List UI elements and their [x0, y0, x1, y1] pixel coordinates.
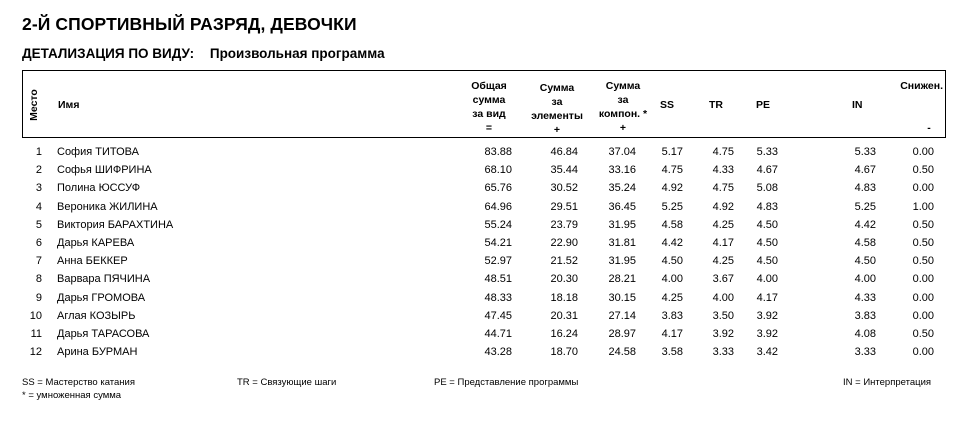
cell-ss: 4.25: [661, 291, 683, 304]
cell-elements: 35.44: [550, 164, 578, 177]
table-row: [22, 161, 946, 179]
cell-total: 83.88: [484, 146, 512, 158]
cell-place: 9: [35, 291, 42, 304]
cell-deductions: 0.50: [912, 237, 934, 249]
cell-place: 8: [35, 273, 42, 286]
header-ss: SS: [660, 99, 675, 111]
cell-pe: 4.83: [756, 200, 778, 213]
table-header: [22, 70, 946, 138]
cell-tr: 4.00: [712, 291, 734, 304]
cell-pe: 4.00: [756, 273, 778, 286]
cell-components: 31.81: [608, 237, 636, 249]
cell-pe: 4.17: [756, 291, 778, 304]
cell-ss: 4.00: [661, 273, 683, 286]
cell-deductions: 0.50: [912, 328, 934, 340]
cell-total: 48.51: [484, 273, 512, 286]
cell-deductions: 0.00: [912, 346, 934, 359]
cell-elements: 20.30: [550, 273, 578, 286]
cell-ss: 3.83: [661, 309, 683, 322]
cell-components: 37.04: [608, 146, 636, 158]
cell-pe: 3.92: [756, 309, 778, 322]
legend-pe: PE = Представление программы: [434, 377, 579, 388]
cell-total: 47.45: [484, 309, 512, 322]
header-deductions: Снижен. -: [900, 80, 943, 134]
table-row: [22, 234, 946, 252]
cell-pe: 4.67: [756, 164, 778, 177]
cell-name: Софья ШИФРИНА: [57, 164, 152, 177]
cell-place: 4: [35, 200, 42, 213]
cell-tr: 3.67: [712, 273, 734, 286]
cell-deductions: 0.00: [912, 273, 934, 286]
cell-pe: 4.50: [756, 218, 778, 231]
cell-name: Вероника ЖИЛИНА: [57, 200, 158, 213]
cell-total: 44.71: [484, 328, 512, 340]
table-row: [22, 143, 946, 161]
cell-ss: 4.92: [661, 182, 683, 195]
legend-ss: SS = Мастерство катания: [22, 377, 135, 388]
cell-components: 35.24: [608, 182, 636, 195]
cell-in: 3.83: [854, 309, 876, 322]
page-title: 2-Й СПОРТИВНЫЙ РАЗРЯД, ДЕВОЧКИ: [22, 14, 357, 34]
table-row: [22, 343, 946, 361]
cell-elements: 29.51: [550, 200, 578, 213]
cell-place: 3: [35, 182, 42, 195]
legend-note: * = умноженная сумма: [22, 390, 122, 401]
cell-ss: 4.50: [661, 255, 683, 268]
cell-pe: 5.08: [756, 182, 778, 195]
cell-deductions: 0.50: [912, 164, 934, 177]
cell-place: 6: [35, 237, 42, 249]
cell-name: Дарья ГРОМОВА: [57, 291, 146, 304]
cell-total: 64.96: [484, 200, 512, 213]
cell-place: 1: [35, 146, 42, 158]
table-row: [22, 252, 946, 270]
cell-in: 4.33: [854, 291, 876, 304]
cell-ss: 3.58: [661, 346, 683, 359]
header-elements: Сумма за элементы +: [531, 82, 583, 136]
header-total: Общая сумма за вид =: [471, 80, 507, 134]
cell-elements: 21.52: [550, 255, 578, 268]
cell-name: София ТИТОВА: [57, 146, 139, 158]
cell-elements: 30.52: [550, 182, 578, 195]
cell-tr: 4.17: [712, 237, 734, 249]
subtitle: [22, 46, 385, 61]
cell-pe: 3.42: [756, 346, 778, 359]
cell-components: 24.58: [608, 346, 636, 359]
cell-name: Дарья ТАРАСОВА: [57, 328, 150, 340]
cell-tr: 4.92: [712, 200, 734, 213]
table-row: [22, 198, 946, 216]
cell-place: 7: [35, 255, 42, 268]
cell-in: 5.33: [854, 146, 876, 158]
cell-deductions: 0.00: [912, 291, 934, 304]
cell-ss: 4.42: [661, 237, 683, 249]
cell-ss: 5.17: [661, 146, 683, 158]
cell-ss: 4.17: [661, 328, 683, 340]
cell-total: 55.24: [484, 218, 512, 231]
cell-name: Варвара ПЯЧИНА: [57, 273, 151, 286]
cell-tr: 4.75: [712, 182, 734, 195]
cell-place: 10: [29, 309, 42, 322]
cell-elements: 23.79: [550, 218, 578, 231]
cell-pe: 4.50: [756, 237, 778, 249]
cell-tr: 3.92: [712, 328, 734, 340]
cell-in: 4.83: [854, 182, 876, 195]
cell-tr: 4.25: [712, 255, 734, 268]
subtitle-label: ДЕТАЛИЗАЦИЯ ПО ВИДУ:: [22, 46, 195, 61]
table-row: [22, 270, 946, 288]
table-row: [22, 216, 946, 234]
cell-in: 4.42: [854, 218, 876, 231]
table-row: [22, 289, 946, 307]
cell-deductions: 0.00: [912, 146, 934, 158]
cell-total: 65.76: [484, 182, 512, 195]
cell-deductions: 0.50: [912, 218, 934, 231]
cell-deductions: 1.00: [912, 200, 934, 213]
cell-place: 2: [35, 164, 42, 177]
cell-name: Дарья КАРЕВА: [57, 237, 135, 249]
cell-tr: 4.75: [712, 146, 734, 158]
cell-components: 28.21: [608, 273, 636, 286]
cell-place: 11: [30, 328, 42, 340]
cell-in: 4.67: [854, 164, 876, 177]
cell-in: 4.08: [854, 328, 876, 340]
subtitle-value: Произвольная программа: [209, 46, 385, 61]
cell-ss: 4.75: [661, 164, 683, 177]
cell-in: 4.58: [854, 237, 876, 249]
cell-in: 5.25: [854, 200, 876, 213]
cell-components: 33.16: [608, 164, 636, 177]
cell-name: Анна БЕККЕР: [57, 255, 128, 268]
cell-tr: 4.25: [712, 218, 734, 231]
cell-elements: 18.18: [550, 291, 578, 304]
table-row: [22, 179, 946, 197]
cell-deductions: 0.50: [912, 255, 934, 268]
cell-components: 31.95: [608, 218, 636, 231]
cell-tr: 4.33: [712, 164, 734, 177]
header-place: Место: [28, 89, 40, 121]
cell-total: 52.97: [484, 255, 512, 268]
header-pe: PE: [756, 99, 771, 111]
cell-total: 68.10: [484, 164, 512, 177]
cell-components: 36.45: [608, 200, 636, 213]
cell-pe: 4.50: [756, 255, 778, 268]
cell-elements: 22.90: [550, 237, 578, 249]
cell-in: 4.50: [854, 255, 876, 268]
header-tr: TR: [709, 99, 723, 111]
cell-components: 31.95: [608, 255, 636, 268]
header-name: Имя: [58, 99, 80, 111]
cell-in: 3.33: [854, 346, 876, 359]
cell-elements: 46.84: [550, 146, 578, 158]
cell-total: 48.33: [484, 291, 512, 304]
cell-name: Виктория БАРАХТИНА: [57, 218, 174, 231]
cell-components: 28.97: [608, 328, 636, 340]
cell-deductions: 0.00: [912, 182, 934, 195]
cell-components: 27.14: [608, 309, 636, 322]
cell-place: 12: [29, 346, 42, 359]
cell-pe: 5.33: [756, 146, 778, 158]
table-row: [22, 307, 946, 325]
cell-deductions: 0.00: [912, 309, 934, 322]
cell-tr: 3.50: [712, 309, 734, 322]
header-components: Сумма за компон. * +: [598, 80, 648, 134]
header-in: IN: [852, 99, 863, 111]
cell-elements: 18.70: [550, 346, 578, 359]
cell-name: Арина БУРМАН: [57, 346, 138, 359]
cell-total: 43.28: [484, 346, 512, 359]
cell-name: Аглая КОЗЫРЬ: [57, 309, 136, 322]
cell-pe: 3.92: [756, 328, 778, 340]
cell-ss: 4.58: [661, 218, 683, 231]
cell-total: 54.21: [484, 237, 512, 249]
cell-in: 4.00: [854, 273, 876, 286]
cell-ss: 5.25: [661, 200, 683, 213]
legend-in: IN = Интерпретация: [843, 377, 932, 388]
table-row: [22, 325, 946, 343]
cell-elements: 20.31: [550, 309, 578, 322]
cell-place: 5: [35, 218, 42, 231]
cell-components: 30.15: [608, 291, 636, 304]
cell-name: Полина ЮССУФ: [57, 182, 141, 195]
legend-tr: TR = Связующие шаги: [237, 377, 337, 388]
cell-elements: 16.24: [550, 328, 578, 340]
cell-tr: 3.33: [712, 346, 734, 359]
